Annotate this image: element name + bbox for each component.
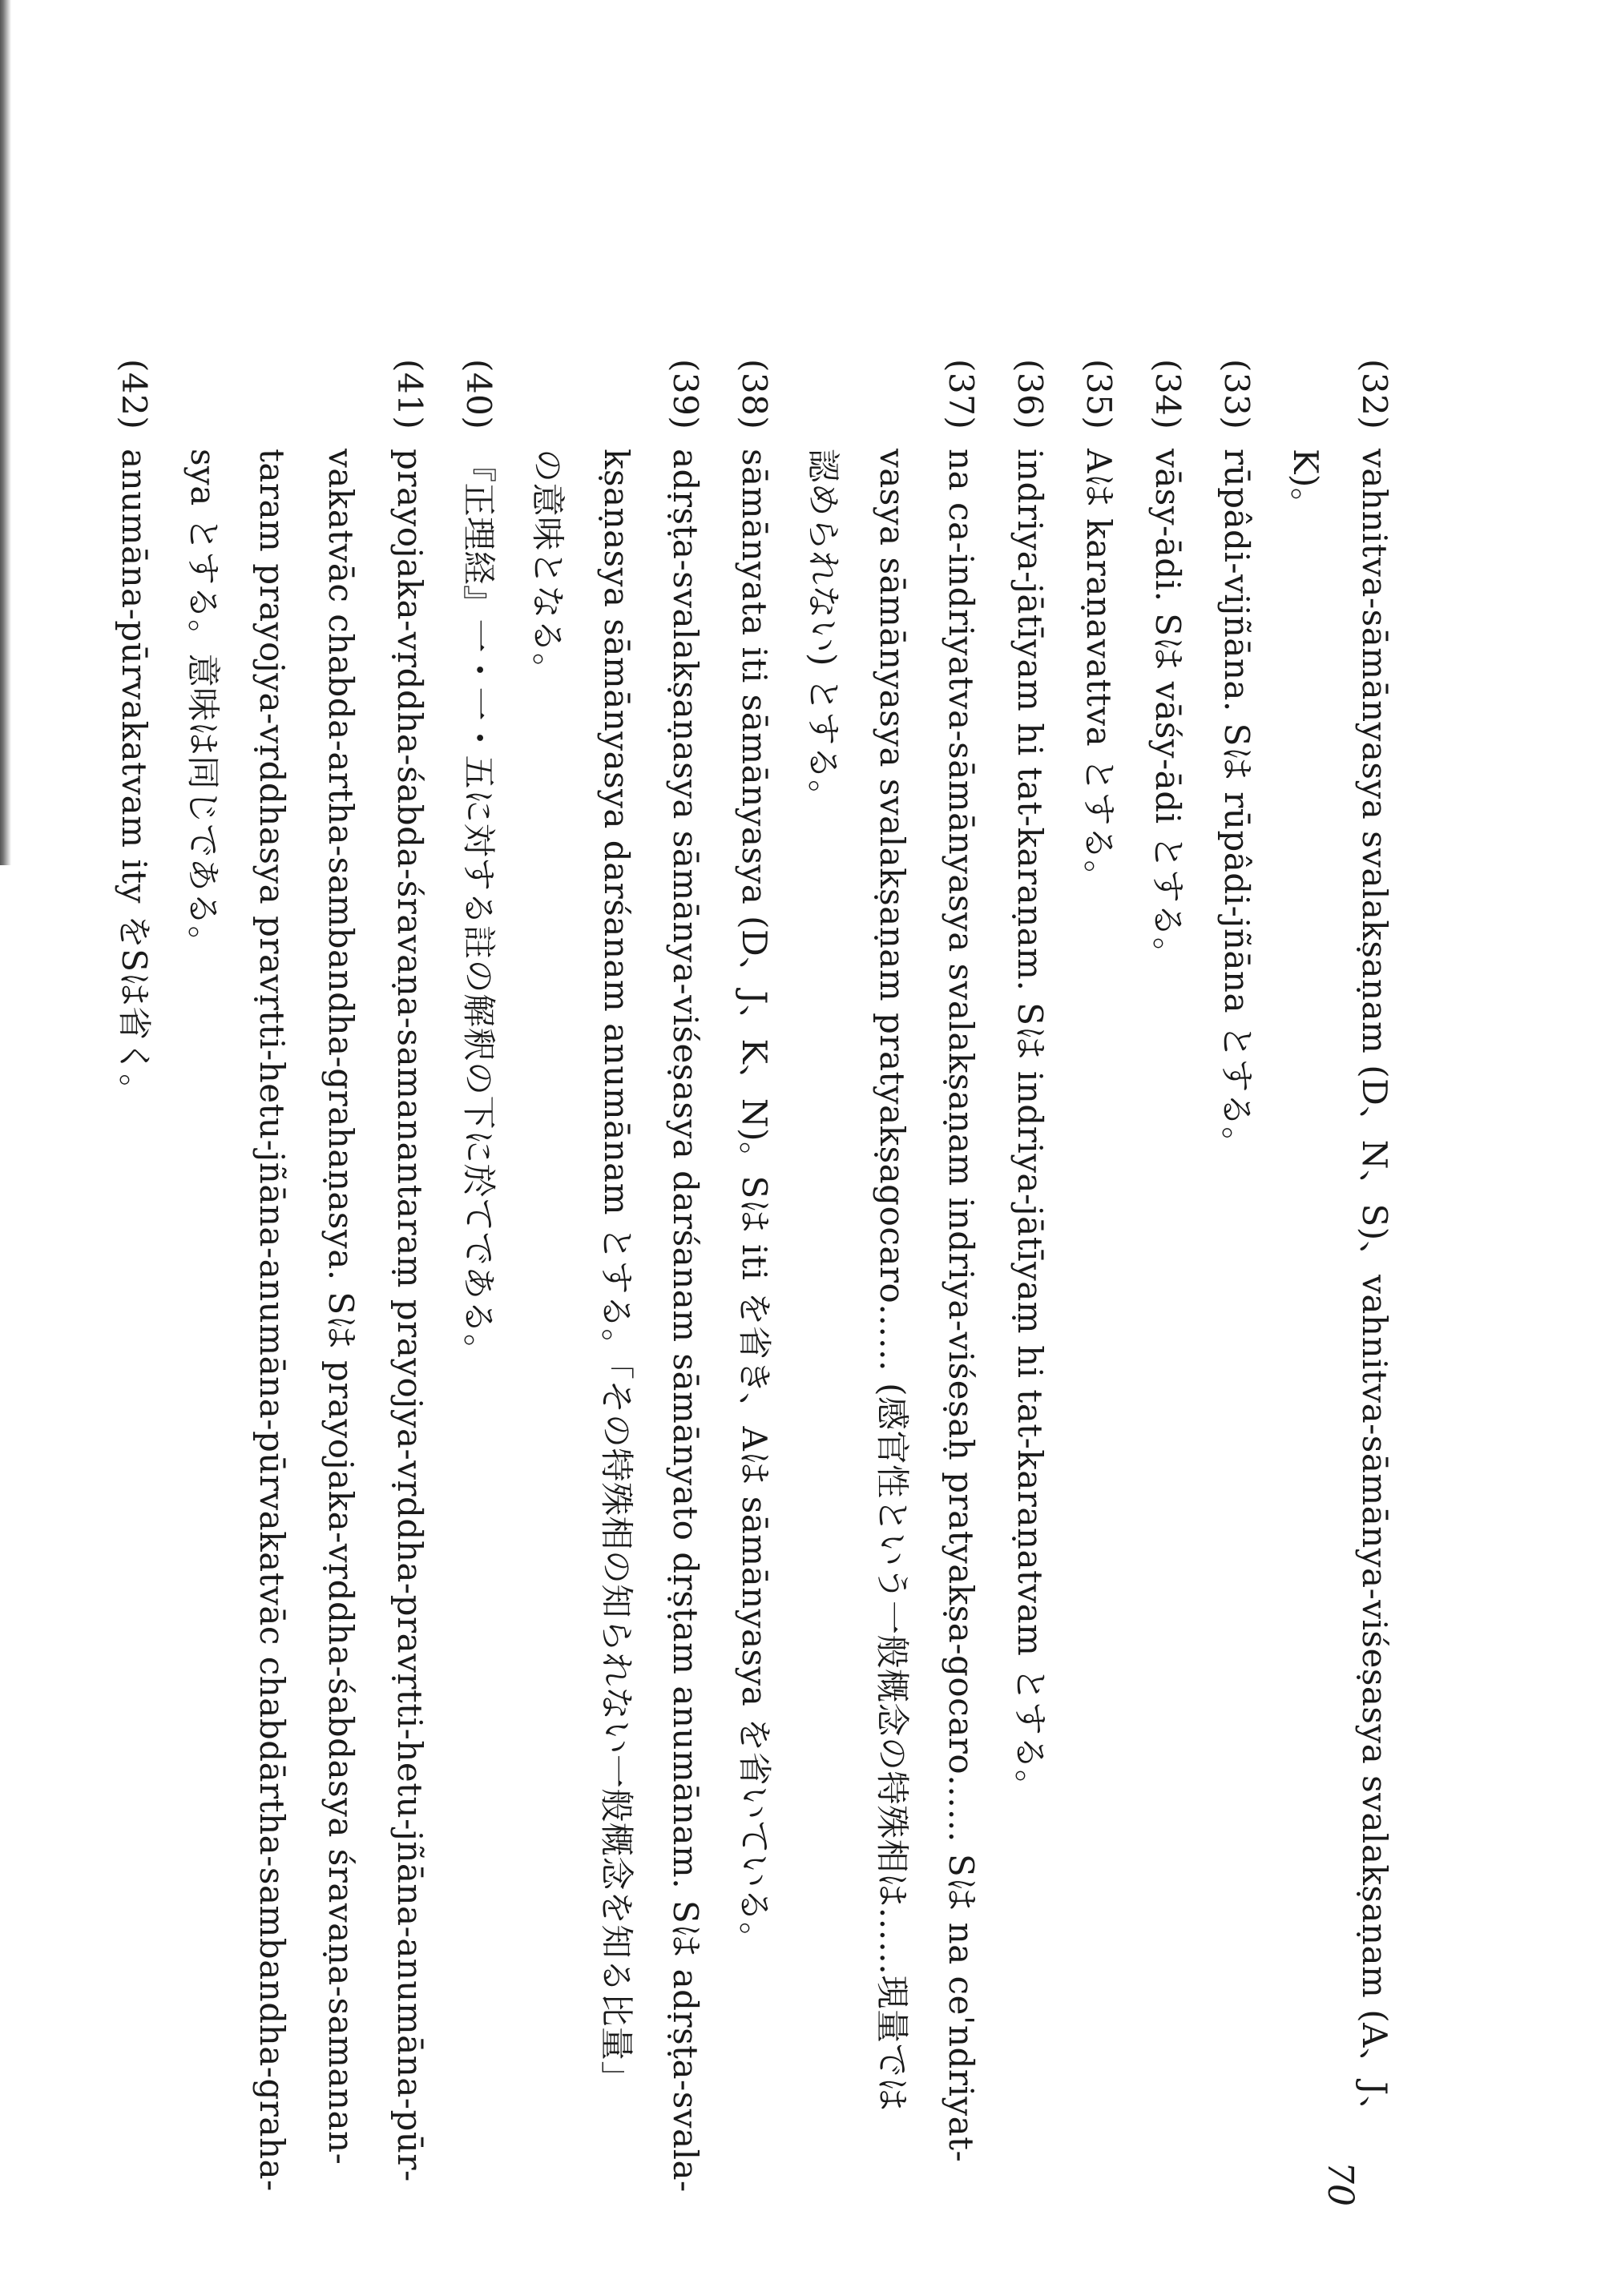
rotated-page xyxy=(115,359,1409,2206)
footnote xyxy=(99,359,168,2145)
footnote xyxy=(168,359,444,2192)
footnote xyxy=(720,359,788,2145)
footnote-line: Aは karaṇavattva とする。 xyxy=(1079,449,1119,895)
footnote-number: (32) xyxy=(1355,359,1394,430)
footnote-text xyxy=(788,449,995,2162)
footnote-line: taram prayojya-vṛddhasya pravṛtti-hetu-jñāna-anumāna-pūrvakatvāc chabdārtha-sambandha-graha- xyxy=(252,449,292,2192)
footnote-text xyxy=(995,449,1064,2145)
footnote-line: kṣaṇasya sāmānyasya darśanam anumānam とする。「その特殊相の知られない一般概念を知る比量」 xyxy=(597,449,636,2095)
footnote-line: の意味となる。 xyxy=(528,449,567,687)
footnote xyxy=(444,359,513,2145)
footnote xyxy=(1271,359,1409,2145)
binding-edge-shadow xyxy=(0,0,11,865)
footnote-number: (37) xyxy=(942,359,981,430)
footnote-text xyxy=(1133,449,1202,2145)
footnote xyxy=(995,359,1064,2145)
footnote-line: K)。 xyxy=(1286,449,1325,522)
footnote-text xyxy=(1202,449,1271,2145)
footnote-line: rūpâdi-vijñāna. Sは rūpâdi-jñāna とする。 xyxy=(1217,449,1256,1161)
footnote-number: (35) xyxy=(1079,359,1119,430)
footnote-line: 『正理経』一・一・五に対する註の解釈の下に於てである。 xyxy=(459,449,498,1368)
footnote-line: vasya sāmānyasya svalakṣaṇam pratyakṣagocaro…… (感官性という一般概念の特殊相は……現量では xyxy=(873,449,912,2112)
footnote xyxy=(1133,359,1202,2145)
footnote-line: adṛṣṭa-svalakṣaṇasya sāmānya-viśeṣasya darśanam sāmānyato dṛṣṭam anumānam. Sは adṛṣṭa-svala- xyxy=(666,449,705,2193)
footnote-text xyxy=(444,449,513,2145)
footnote-text xyxy=(1064,449,1133,2145)
footnote-line: vakatvāc chabda-artha-sambandha-grahaṇasya. Sは prayojaka-vṛddha-śabdasya śravaṇa-samanan- xyxy=(321,449,361,2165)
footnote xyxy=(1202,359,1271,2145)
footnote xyxy=(513,359,720,2193)
footnote-number: (38) xyxy=(735,359,774,430)
footnote-line: na ca-indriyatva-sāmānyasya svalakṣaṇam indriya-viśeṣaḥ pratyakṣa-gocaro…… Sは na ce'ndriyat- xyxy=(942,449,981,2163)
footnote-line: sāmānyata iti sāmānyasya (D、J、K、N)。Sは iti を省き、Aは sāmānyasya を省いている。 xyxy=(735,449,774,1956)
footnote-line: 認められない) とする。 xyxy=(804,449,843,814)
footnote-number: (41) xyxy=(390,359,429,430)
footnote-line: sya とする。意味は同じである。 xyxy=(183,449,223,961)
footnote-text xyxy=(720,449,788,2145)
footnote-number: (34) xyxy=(1148,359,1188,430)
footnote-number: (33) xyxy=(1217,359,1256,430)
footnote-text xyxy=(513,449,720,2193)
footnote-line: anumāna-pūrvakatvam ity をSは省く。 xyxy=(115,449,154,1108)
page-number: 70 xyxy=(1320,2161,1361,2206)
footnote-line: indriya-jātīyam hi tat-karaṇam. Sは indriya-jātīyaṃ hi tat-karaṇatvam とする。 xyxy=(1010,449,1050,1804)
footnote-text xyxy=(168,449,444,2192)
footnote xyxy=(1064,359,1133,2145)
footnote-number: (36) xyxy=(1010,359,1050,430)
footnote-line: vāsy-ādi. Sは vāśy-ādi とする。 xyxy=(1148,449,1188,972)
footnote-number: (40) xyxy=(459,359,498,430)
footnote xyxy=(788,359,995,2163)
footnote-number: (39) xyxy=(666,359,705,430)
footnote-line: prayojaka-vṛddha-śabda-śravaṇa-samanantaraṃ prayojya-vṛddha-pravṛtti-hetu-jñāna-anumāna-pūr- xyxy=(390,449,429,2182)
footnote-line: vahnitva-sāmānyasya svalakṣaṇam (D、N、S)、vahnitva-sāmānya-viśeṣasya svalakṣaṇam (A、J、 xyxy=(1355,449,1394,2130)
footnote-text xyxy=(99,449,168,2145)
footnote-number: (42) xyxy=(115,359,154,430)
footnote-text xyxy=(1271,449,1409,2145)
